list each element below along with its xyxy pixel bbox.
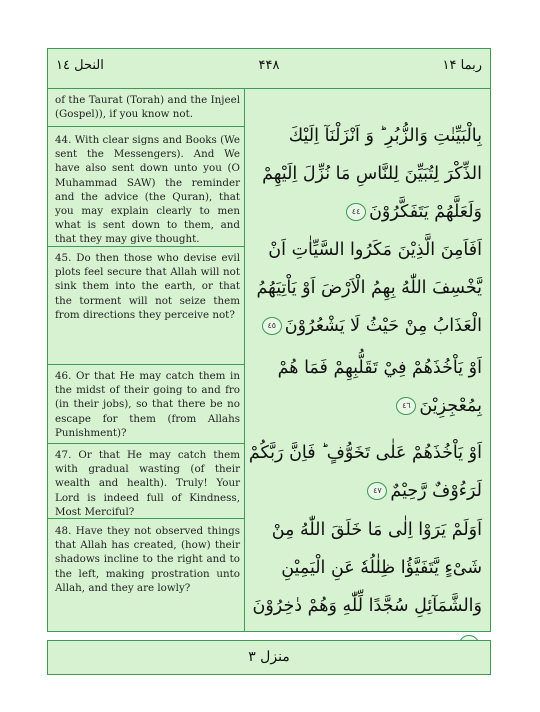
- juz-name: ربما ۱۴: [442, 58, 482, 73]
- manzil-footer: منزل ٣: [47, 640, 491, 675]
- verse-end-marker: ٤٦: [396, 397, 416, 415]
- verse-translation-47: 47. Or that He may catch them with gradual wasting (of their wealth and health). Truly! Your Lord is indeed full of Kindness, Most Merciful?: [55, 449, 240, 518]
- column-divider: [244, 89, 245, 631]
- verse-end-marker: ٤٤: [346, 203, 366, 221]
- verse-arabic-text: بِالْبَيِّنٰتِ وَالزُّبُرِ ؕ وَ اَنْزَلْنَآ اِلَيْكَ الذِّكْرَ لِتُبَيِّنَ لِلنَّاسِ مَا نُزِّلَ اِلَيْهِمْ وَلَعَلَّهُمْ يَتَفَكَّرُوْنَ: [262, 126, 482, 222]
- row-separator: [48, 126, 244, 127]
- verse-arabic-46: [248, 349, 482, 425]
- verse-translation-48: 48. Have they not observed things that Allah has created, (how) their shadows incline to the right and to the left, making prostration unto Allah, and they are lowly?: [55, 525, 240, 594]
- verse-end-marker: ٤٥: [262, 317, 282, 335]
- verse-translation-45: 45. Do then those who devise evil plots feel secure that Allah will not sink them into the earth, or that the torment will not seize them from directions they perceive not?: [55, 252, 240, 321]
- row-separator: [48, 364, 244, 365]
- page-frame: [47, 48, 491, 632]
- verse-end-marker: ٤٧: [367, 482, 387, 500]
- verse-arabic-45: [248, 231, 482, 345]
- verse-arabic-text: اَوَلَمْ يَرَوْا اِلٰى مَا خَلَقَ اللّٰهُ مِنْ شَىْءٍ يَّتَفَيَّؤُا ظِلٰلُهٗ عَنِ الْيَمِيْنِ وَالشَّمَآئِلِ سُجَّدًا لِّلّٰهِ وَهُمْ دٰخِرُوْنَ: [252, 520, 482, 616]
- verse-translation-46: 46. Or that He may catch them in the midst of their going to and fro (in their jobs), so that there be no escape for them (from Allahs Punishment)?: [55, 370, 240, 439]
- verse-arabic-text: اَوْ يَاْخُذَهُمْ عَلٰى تَخَوُّفٍ ؕ فَاِنَّ رَبَّكُمْ لَرَءُوْفٌ رَّحِيْمٌ: [248, 443, 482, 501]
- page-header: [48, 49, 490, 89]
- verse-arabic-47: [248, 434, 482, 510]
- page-number: ۴۴۸: [258, 58, 280, 73]
- row-separator: [48, 443, 244, 444]
- surah-name: النحل ١٤: [56, 58, 104, 73]
- verse-arabic-text: اَفَاَمِنَ الَّذِيْنَ مَكَرُوا السَّيِّاٰتِ اَنْ يَّخْسِفَ اللّٰهُ بِهِمُ الْاَرْضَ اَوْ يَاْتِيَهُمُ الْعَذَابُ مِنْ حَيْثُ لَا يَشْعُرُوْنَ: [256, 240, 482, 336]
- verse-arabic-44: [248, 117, 482, 231]
- verse-translation-continued: of the Taurat (Torah) and the Injeel (Gospel)), if you know not.: [55, 94, 240, 121]
- verse-arabic-text: اَوْ يَاْخُذَهُمْ فِيْ تَقَلُّبِهِمْ فَمَا هُمْ بِمُعْجِزِيْنَ: [277, 358, 482, 416]
- verse-translation-44: 44. With clear signs and Books (We sent the Messengers). And We have also sent down unto you (O Muhammad SAW) the reminder and the advice (the Quran), that you may explain clearly to men what is sent down to them, and that they may give thought.: [55, 134, 240, 246]
